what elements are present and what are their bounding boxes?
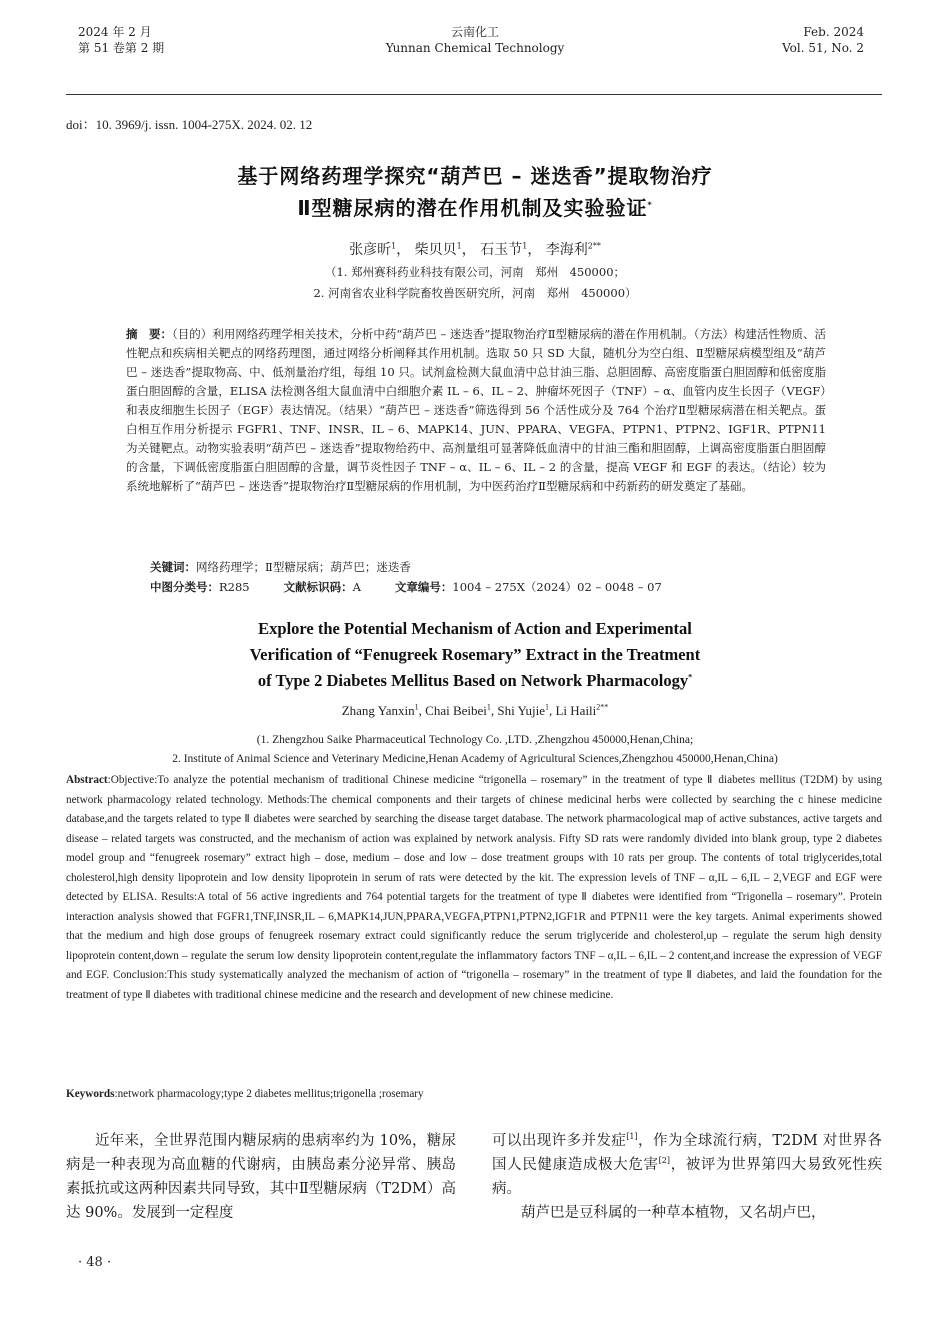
body-text: 可以出现许多并发症 <box>492 1133 627 1149</box>
running-header-right <box>782 24 864 56</box>
cn-title <box>0 160 950 224</box>
citation-ref[interactable]: [1] <box>626 1132 638 1142</box>
doi[interactable]: doi：10. 3969/j. issn. 1004-275X. 2024. 02. 12 <box>66 117 313 132</box>
body-paragraph: 葫芦巴是豆科属的一种草本植物，又名胡卢巴， <box>521 1205 826 1221</box>
cn-author-affil: 1 <box>456 241 462 251</box>
body-text: ，作为全球流行病，T2DM 对世界各国人民健康造成极大危害 <box>492 1133 883 1173</box>
en-abstract-text: :Objective:To analyze the potential mechanism of traditional Chinese medicine “trigonella – rosemary” in the treatment of type Ⅱ diabetes mellitus (T2DM) by using network pharmacology related technology. Methods:The chemical components and their targets of chinese medicinal herbs were collected by searching the c hinese medicine database,and the targets related to type Ⅱ diabetes were searched by searching the disease target database. The network pharmacological map of active substances, active targets and disease – related targets was constructed, and the mechanism of action was explained by network analysis. Fifty SD rats were randomly divided into blank group, type 2 diabetes model group and “fenugreek rosemary” extract high – dose, medium – dose and low – dose treatment groups with 10 rats per group. The contents of total triglycerides,total cholesterol,high density lipoprotein and low density lipoprotein in serum of rats were detected by the kit. The expression levels of TNF – α,IL – 6,IL – 2,VEGF and EGF were detected by ELISA. Results:A total of 56 active ingredients and 764 potential targets for the treatment of type Ⅱ diabetes were identified from “Trigonella – rosemary”. Protein interaction analysis showed that FGFR1,TNF,INSR,IL – 6,MAPK14,JUN,PPARA,VEGFA,PTPN1,PTPN2,IGF1R and PTPN11 were the key targets. Animal experiments showed that the medium and high dose groups of fenugreek rosemary extract could significantly reduce the serum triglyceride and cholesterol,up – regulate the serum high density lipoprotein content,down – regulate the serum low density lipoprotein content,regulate the inflammatory factors TNF – α,IL – 6,IL – 2 content,and increase the expression of VEGF and EGF. Conclusion:This study systematically analyzed the mechanism of action of “trigonella – rosemary” in the treatment of type Ⅱ diabetes, and laid the foundation for the treatment of type Ⅱ diabetes with traditional chinese medicine and the research and development of new chinese medicine. <box>66 774 882 1001</box>
body-paragraph: 近年来，全世界范围内糖尿病的患病率约为 10%，糖尿病是一种表现为高血糖的代谢病，由胰岛素分泌异常、胰岛素抵抗或这两种因素共同导致，其中Ⅱ型糖尿病（T2DM）高达 90%。发展到一定程度 <box>66 1133 456 1221</box>
en-title <box>0 616 950 694</box>
header-volume-en: Vol. 51, No. 2 <box>782 41 864 55</box>
journal-name-cn: 云南化工 <box>450 25 499 39</box>
header-date-cn: 2024 年 2 月 <box>78 25 152 39</box>
en-title-footnote-mark: * <box>688 672 693 682</box>
journal-name-en: Yunnan Chemical Technology <box>385 41 565 55</box>
cn-affiliation: （1. 郑州赛科药业科技有限公司，河南 郑州 450000； <box>324 265 626 279</box>
en-author: Zhang Yanxin <box>341 703 415 718</box>
doc-code-label: 文献标识码： <box>283 580 353 594</box>
en-title-line1: Explore the Potential Mechanism of Action and Experimental <box>258 619 692 638</box>
en-affiliations <box>0 731 950 769</box>
article-number-value: 1004 – 275X（2024）02 – 0048 – 07 <box>452 580 662 594</box>
header-volume-cn: 第 51 卷第 2 期 <box>78 41 165 55</box>
cn-title-footnote-mark: * <box>647 200 653 210</box>
cn-keywords <box>150 559 411 575</box>
cn-author: 张彦昕 <box>349 242 392 258</box>
cn-title-line2-text: Ⅱ型糖尿病的潜在作用机制及实验验证 <box>297 196 648 220</box>
en-author-affil: 1 <box>414 702 419 712</box>
en-abstract-label: Abstract <box>66 774 108 786</box>
header-date-en: Feb. 2024 <box>803 25 864 39</box>
cn-abstract-text: （目的）利用网络药理学相关技术，分析中药“葫芦巴 – 迷迭香”提取物治疗Ⅱ型糖尿病的潜在作用机制。（方法）构建活性物质、活性靶点和疾病相关靶点的网络药理图，通过网络分析阐释其作用机制。选取 50 只 SD 大鼠，随机分为空白组、Ⅱ型糖尿病模型组及“葫芦巴 – 迷迭香”提取物高、中、低剂量治疗组，每组 10 只。试剂盒检测大鼠血清中总甘油三脂、总胆固醇、高密度脂蛋白胆固醇和低密度脂蛋白胆固醇的含量，ELISA 法检测各组大鼠血清中白细胞介素 IL – 6、IL – 2、肿瘤坏死因子（TNF）– α、血管内皮生长因子（VEGF）和表皮细胞生长因子（EGF）表达情况。（结果）“葫芦巴 – 迷迭香”筛选得到 56 个活性成分及 764 个治疗Ⅱ型糖尿病潜在相关靶点。蛋白相互作用分析提示 FGFR1、TNF、INSR、IL – 6、MAPK14、JUN、PPARA、VEGFA、PTPN1、PTPN2、IGF1R、PTPN11 为关键靶点。动物实验表明“葫芦巴 – 迷迭香”提取物给药中、高剂量组可显著降低血清中的甘油三酯和胆固醇，上调高密度脂蛋白胆固醇的含量，下调低密度脂蛋白胆固醇的含量，调节炎性因子 TNF – α、IL – 6、IL – 2 的含量，提高 VEGF 和 EGF 的表达。（结论）较为系统地解析了“葫芦巴 – 迷迭香”提取物治疗Ⅱ型糖尿病的作用机制，为中医药治疗Ⅱ型糖尿病和中药新药的研发奠定了基础。 <box>126 327 826 493</box>
cn-title-line2 <box>0 192 950 224</box>
body-paragraph <box>492 1129 882 1201</box>
body-column-right <box>492 1129 882 1225</box>
article-number-label: 文章编号： <box>394 580 453 594</box>
en-author: Shi Yujie <box>497 703 545 718</box>
en-affiliation: (1. Zhengzhou Saike Pharmaceutical Technology Co. ,LTD. ,Zhengzhou 450000,Henan,China; <box>256 734 694 746</box>
cn-affiliation: 2. 河南省农业科学院畜牧兽医研究所，河南 郑州 450000） <box>313 286 637 300</box>
header-rule <box>66 94 882 95</box>
cn-author-affil: 1 <box>522 241 528 251</box>
cn-affiliations <box>0 262 950 304</box>
en-keywords <box>66 1088 424 1100</box>
citation-ref[interactable]: [2] <box>658 1156 670 1166</box>
cn-author: 李海利 <box>545 242 588 258</box>
body-text: ，被评为世界第四大易致死性疾病。 <box>492 1157 882 1197</box>
cn-author: 石玉节 <box>480 242 523 258</box>
en-author-affil: 2** <box>596 702 609 712</box>
page-number: · 48 · <box>78 1255 112 1270</box>
cn-author-affil: 1 <box>391 241 397 251</box>
cn-abstract-label: 摘 要： <box>126 327 173 341</box>
clc-label: 中图分类号： <box>150 580 219 594</box>
en-author: Chai Beibei <box>425 703 487 718</box>
clc-value: R285 <box>219 580 250 594</box>
en-abstract <box>66 771 882 1005</box>
en-title-line3-text: of Type 2 Diabetes Mellitus Based on Network Pharmacology <box>257 671 689 690</box>
en-title-line3 <box>0 668 950 694</box>
cn-abstract <box>126 325 826 496</box>
en-author-affil: 1 <box>486 702 491 712</box>
cn-keywords-label: 关键词： <box>150 560 196 574</box>
en-authors: Zhang Yanxin$^1$, Chai Beibei$^1$, Shi Yujie$^1$, Li Haili$^{2**}$ <box>341 702 609 718</box>
en-affiliation: 2. Institute of Animal Science and Veterinary Medicine,Henan Academy of Agricultural Sciences,Zhengzhou 450000,Henan,China) <box>172 753 778 765</box>
cn-author: 柴贝贝 <box>414 242 457 258</box>
doc-code-value: A <box>352 580 361 594</box>
cn-keywords-text: 网络药理学；Ⅱ型糖尿病；葫芦巴；迷迭香 <box>196 560 411 574</box>
en-title-line2: Verification of “Fenugreek Rosemary” Extract in the Treatment <box>249 645 701 664</box>
en-author-affil: 1 <box>544 702 549 712</box>
en-keywords-text: :network pharmacology;type 2 diabetes mellitus;trigonella ;rosemary <box>114 1088 424 1100</box>
en-author: Li Haili <box>555 703 597 718</box>
en-keywords-label: Keywords <box>66 1088 115 1100</box>
cn-title-line1: 基于网络药理学探究“葫芦巴 – 迷迭香”提取物治疗 <box>237 164 713 188</box>
cn-classification <box>150 579 662 595</box>
cn-authors: 张彦昕$^1$， 柴贝贝$^1$， 石玉节$^1$， 李海利$^{2**}$ <box>349 241 601 258</box>
body-column-left <box>66 1129 456 1225</box>
cn-author-affil: 2** <box>587 241 601 251</box>
